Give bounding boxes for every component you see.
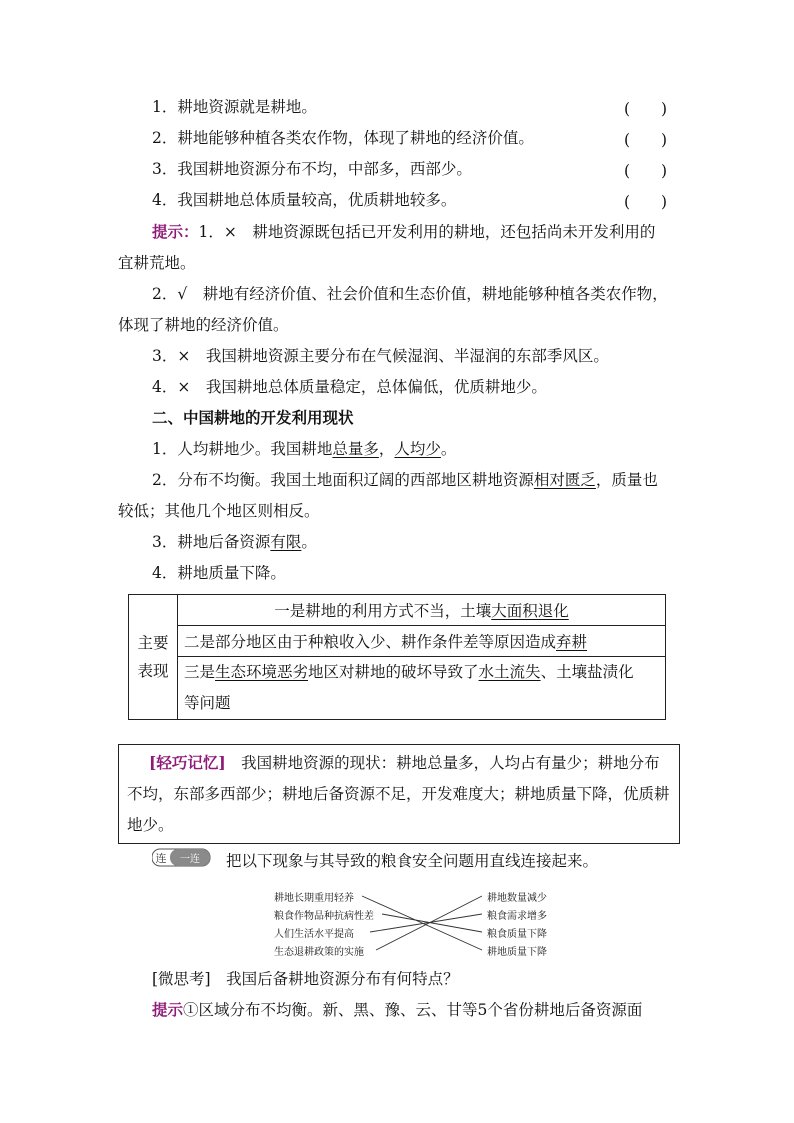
point-2-end: ，质量也 — [595, 471, 658, 489]
hint-1-line-1 — [152, 222, 655, 242]
think-tag: [微思考] — [152, 970, 211, 988]
point-1 — [152, 439, 456, 459]
svg-text:一连: 一连 — [180, 854, 200, 865]
memory-tip-text: 我国耕地资源的现状：耕地总量多，人均占有量少；耕地分布不均，东部多西部少；耕地后备资源不足，开发难度大；耕地质量下降，优质耕地少。 — [127, 754, 670, 834]
question-2: 2．耕地能够种植各类农作物，体现了耕地的经济价值。 — [152, 129, 534, 147]
left-item-4[interactable]: 生态退耕政策的实施 — [274, 947, 364, 958]
memory-tip-tag: [轻巧记忆] — [149, 753, 226, 772]
row-3-text-a: 三是 — [184, 663, 216, 681]
connect-badge-icon — [152, 848, 212, 868]
think-question-text: 我国后备耕地资源分布有何特点？ — [210, 970, 459, 988]
connect-line-1 — [362, 896, 482, 950]
answer-blank-4[interactable]: ( ) — [624, 193, 668, 211]
point-1-comma: ， — [378, 440, 395, 458]
point-3-text: 3．耕地后备资源 — [152, 533, 271, 551]
answer-blank-2[interactable]: ( ) — [624, 131, 668, 149]
row-3-text-b: 地区对耕地的破坏导致了 — [308, 663, 479, 681]
table-row-3 — [178, 657, 666, 720]
table-row-1 — [178, 595, 666, 626]
answer-blank-1[interactable]: ( ) — [624, 100, 668, 118]
answer-blank-3[interactable]: ( ) — [624, 162, 668, 180]
keyword-limited: 有限 — [270, 533, 302, 551]
left-item-1[interactable]: 耕地长期重用轻养 — [274, 893, 354, 904]
row-1-text: 一是耕地的利用方式不当，土壤 — [274, 602, 492, 620]
keyword-per-capita: 人均少 — [394, 440, 441, 458]
row-2-text: 二是部分地区由于种粮收入少、耕作条件差等原因造成 — [184, 633, 557, 651]
left-item-3[interactable]: 人们生活水平提高 — [274, 929, 354, 940]
question-4: 4．我国耕地总体质量较高，优质耕地较多。 — [152, 191, 457, 209]
hint-2-line-2: 体现了耕地的经济价值。 — [118, 316, 289, 334]
manifestation-table — [128, 594, 666, 720]
row-3-keyword-a: 生态环境恶劣 — [215, 663, 309, 681]
hint-3: 3．× 我国耕地资源主要分布在气候湿润、半湿润的东部季风区。 — [152, 347, 609, 365]
question-1: 1．耕地资源就是耕地。 — [152, 98, 317, 116]
row-3-text-d: 等问题 — [184, 694, 231, 712]
table-header-cell: 主要表现 — [129, 595, 178, 720]
think-hint-label: 提示 — [152, 1000, 184, 1019]
point-3-end: 。 — [301, 533, 317, 551]
connect-instruction: 把以下现象与其导致的粮食安全问题用直线连接起来。 — [226, 852, 599, 870]
point-2-line-1 — [152, 470, 658, 490]
hint-1-text: 1．× 耕地资源既包括已开发利用的耕地，还包括尚未开发利用的 — [198, 223, 656, 241]
point-4: 4．耕地质量下降。 — [152, 564, 286, 582]
table-row-2 — [178, 626, 666, 657]
connect-line-4 — [376, 896, 482, 950]
think-hint — [152, 1000, 642, 1020]
keyword-scarce: 相对匮乏 — [533, 471, 596, 489]
right-item-1[interactable]: 耕地数量减少 — [487, 893, 547, 904]
memory-tip-box — [118, 744, 680, 844]
keyword-total: 总量多 — [332, 440, 379, 458]
point-1-end: 。 — [440, 440, 457, 458]
right-item-4[interactable]: 耕地质量下降 — [487, 947, 547, 958]
think-question — [152, 969, 459, 989]
hint-label: 提示： — [152, 222, 199, 241]
hint-1-line-2: 宜耕荒地。 — [118, 254, 196, 272]
row-1-keyword: 大面积退化 — [491, 602, 569, 620]
hint-2-line-1: 2．√ 耕地有经济价值、社会价值和生态价值，耕地能够种植各类农作物， — [152, 285, 668, 303]
point-1-text: 1．人均耕地少。我国耕地 — [152, 440, 333, 458]
point-3 — [152, 532, 317, 552]
point-2-line-2: 较低；其他几个地区则相反。 — [118, 502, 320, 520]
right-item-3[interactable]: 粮食质量下降 — [487, 929, 547, 940]
left-item-2[interactable]: 粮食作物品种抗病性差 — [274, 911, 374, 922]
svg-text:连: 连 — [155, 852, 167, 865]
row-3-keyword-b: 水土流失 — [478, 663, 541, 681]
section-title: 二、中国耕地的开发利用现状 — [152, 408, 354, 427]
right-item-2[interactable]: 粮食需求增多 — [487, 911, 547, 922]
hint-4: 4．× 我国耕地总体质量稳定，总体偏低，优质耕地少。 — [152, 378, 547, 396]
connection-lines — [360, 890, 485, 960]
point-2-text: 2．分布不均衡。我国土地面积辽阔的西部地区耕地资源 — [152, 471, 534, 489]
think-hint-text: ①区域分布不均衡。新、黑、豫、云、甘等5个省份耕地后备资源面 — [183, 1001, 643, 1019]
question-3: 3．我国耕地资源分布不均，中部多，西部少。 — [152, 160, 472, 178]
row-2-keyword: 弃耕 — [556, 633, 588, 651]
row-3-text-c: 、土壤盐渍化 — [540, 663, 634, 681]
